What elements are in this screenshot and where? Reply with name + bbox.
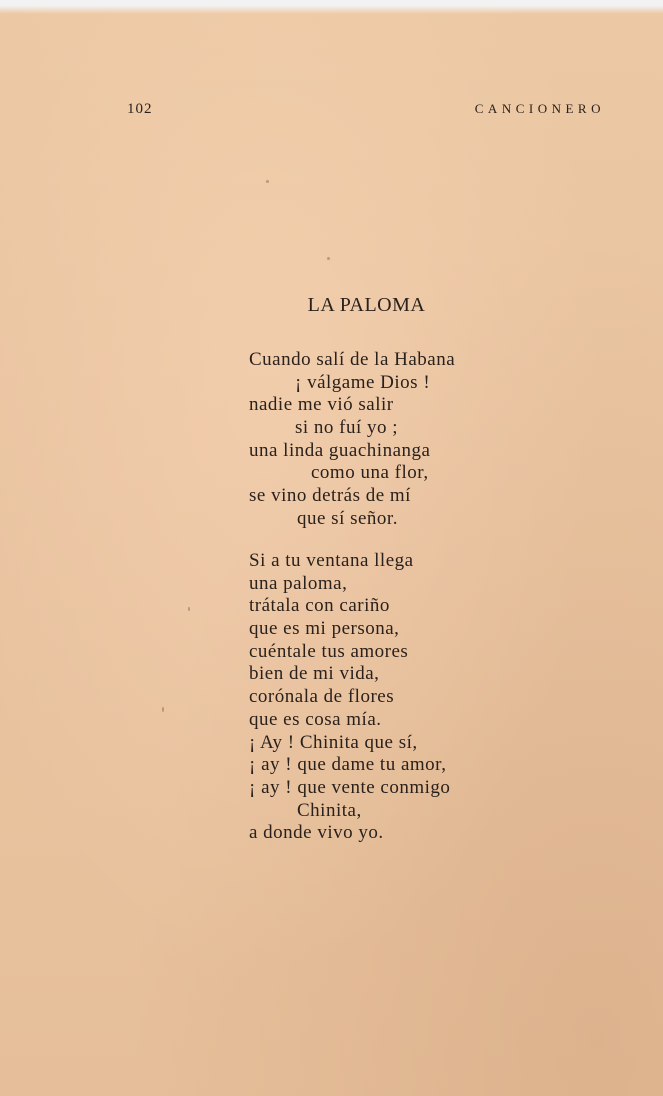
paper-speck (327, 257, 330, 260)
page-header (127, 98, 605, 120)
paper-speck (162, 707, 164, 712)
poem-line: bien de mi vida, (249, 663, 380, 685)
stanza-2 (249, 550, 450, 845)
poem-line: que es cosa mía. (249, 708, 382, 730)
poem-title: LA PALOMA (307, 294, 426, 316)
poem-line: ¡ válgame Dios ! (295, 371, 431, 393)
paper-speck (188, 607, 190, 611)
poem-line: a donde vivo yo. (249, 822, 384, 844)
poem-line: Cuando salí de la Habana (249, 349, 456, 370)
poem-line: si no fuí yo ; (295, 417, 399, 439)
paper-speck (266, 180, 269, 183)
poem-line: trátala con cariño (249, 595, 390, 617)
poem-line: ¡ ay ! que vente conmigo (249, 776, 451, 798)
page-top-edge (0, 0, 663, 14)
poem-line: se vino detrás de mí (249, 485, 411, 507)
poem-line: Chinita, (297, 799, 362, 821)
poem-line: corónala de flores (249, 686, 395, 708)
poem-line: una paloma, (249, 572, 348, 594)
poem-line: cuéntale tus amores (249, 640, 409, 662)
page-number: 102 (127, 100, 153, 117)
poem-line: como una flor, (311, 462, 429, 484)
poem-line: Si a tu ventana llega (249, 550, 414, 571)
poem-line: una linda guachinanga (249, 439, 431, 461)
stanza-1 (249, 349, 455, 531)
poem-line: que es mi persona, (249, 618, 400, 640)
poem-line: que sí señor. (297, 507, 398, 529)
poem-line: nadie me vió salir (249, 394, 394, 416)
poem-line: ¡ ay ! que dame tu amor, (249, 754, 447, 776)
poem-line: ¡ Ay ! Chinita que sí, (249, 731, 418, 753)
running-head: CANCIONERO (474, 101, 605, 116)
